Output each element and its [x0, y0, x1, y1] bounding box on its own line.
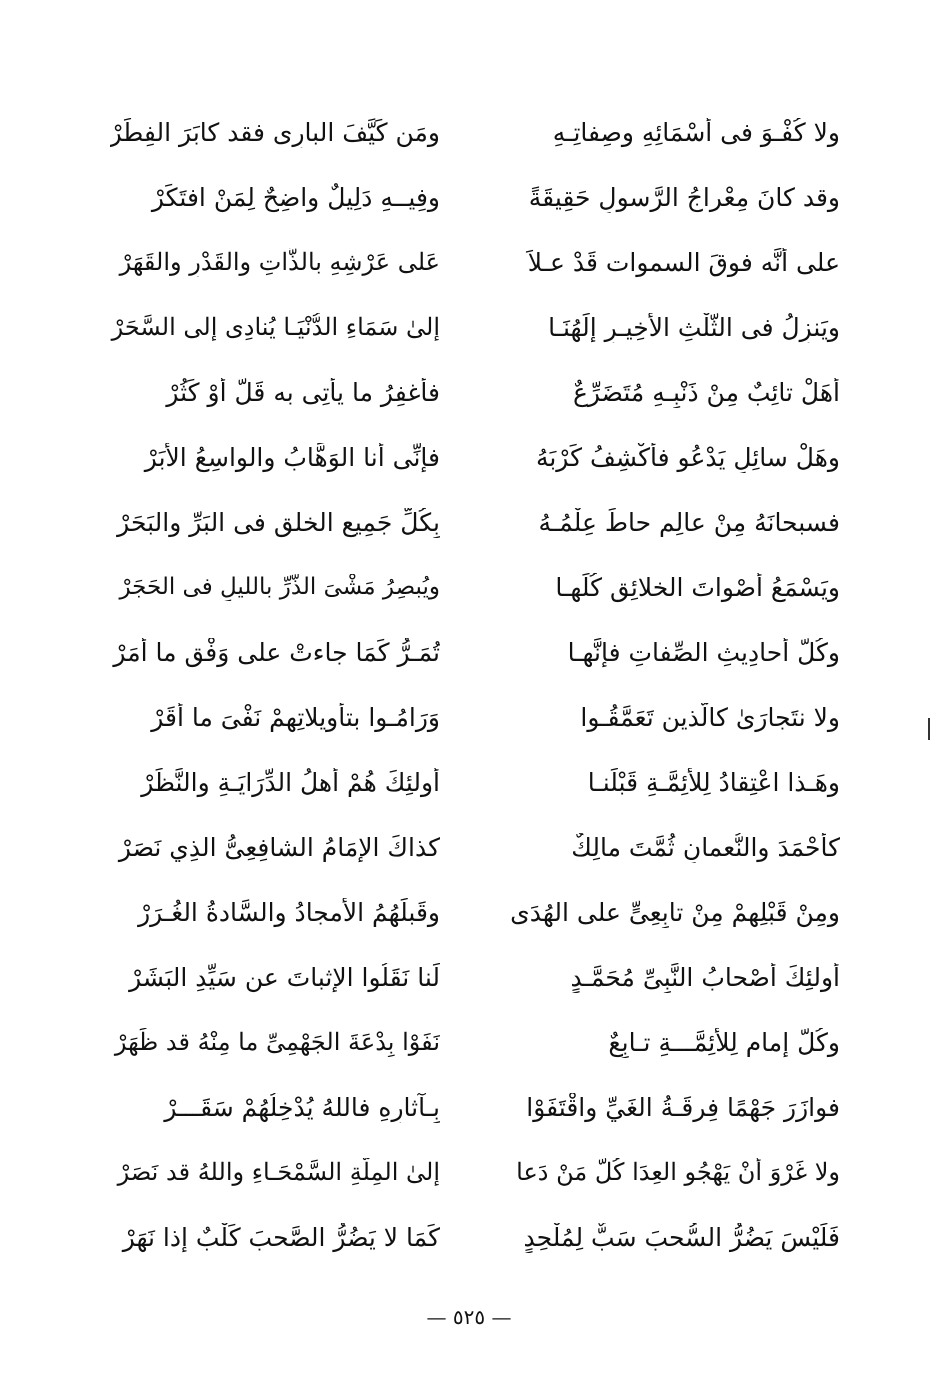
verse [110, 1205, 840, 1270]
verse [110, 490, 840, 555]
first-hemistich: ولا غَرْوَ أنْ يَهْجُو العِدَا كُلُّ مَنْ دَعا [516, 1158, 840, 1187]
second-hemistich: إلىٰ المِلَّةِ السَّمْحَـاءِ واللهُ قد نَصَرْ [117, 1158, 440, 1187]
first-hemistich: وقد كانَ مِعْراجُ الرَّسولِ حَقِيقَةً [528, 182, 840, 212]
verse [110, 295, 840, 360]
first-hemistich: فسبحانَهُ مِنْ عالِمٍ حاطَ عِلْمُـهُ [538, 507, 840, 537]
first-hemistich: فَلَيْسَ يَضُرُّ السُّحبَ سَبٌّ لِمُلْحِدٍ [523, 1222, 840, 1252]
second-hemistich: تُمَـرُّ كَمَا جاءتْ على وَفْقِ ما أمَرْ [113, 637, 440, 667]
second-hemistich: كذاكَ الإمَامُ الشافِعِىُّ الذِي نَصَرْ [118, 832, 440, 862]
verse [110, 620, 840, 685]
first-hemistich: ويَنزِلُ فى الثُّلْثِ الأخِيـرِ إلَهُنَـا [548, 312, 840, 342]
first-hemistich: فوازَرَ جَهْمًا فِرقَـةُ الغَيِّ واقْتَفَوْا [526, 1092, 840, 1122]
poem [110, 100, 840, 1270]
second-hemistich: أولئِكَ هُمْ أهلُ الدِّرَايَـةِ والنَّظَرْ [141, 767, 440, 797]
verse [110, 425, 840, 490]
verse [110, 1010, 840, 1075]
verse [110, 555, 840, 620]
verse [110, 230, 840, 295]
second-hemistich: ومَن كَيَّفَ البارِى فقد كابَرَ الفِطَرْ [110, 117, 440, 147]
first-hemistich: ولا كُفْـوَ فى أسْمَائِهِ وصِفاتِـهِ [552, 117, 840, 147]
second-hemistich: عَلى عَرْشِهِ بالذَّاتِ والقَدْرِ والقَهَرْ [119, 248, 440, 277]
second-hemistich: لَنا نَقَلُوا الإثباتَ عن سَيِّدِ البَشَرْ [129, 962, 440, 992]
first-hemistich: كأحْمَدَ والنُّعمانِ ثُمَّتَ مالِكٌ [571, 832, 840, 862]
second-hemistich: ويُبصِرُ مَشْىَ الذَّرِّ بالليلِ فى الحَجَرْ [119, 573, 440, 600]
verse [110, 880, 840, 945]
verse [110, 750, 840, 815]
verse [110, 1140, 840, 1205]
verse [110, 685, 840, 750]
verse [110, 945, 840, 1010]
first-hemistich: أهَلْ تائِبٌ مِنْ ذَنْبِـهِ مُتَضَرِّعٌ [572, 377, 840, 407]
scan-edge-mark [928, 718, 930, 740]
first-hemistich: وكُلُّ أحادِيثِ الصِّفاتِ فإنَّهـا [567, 637, 840, 667]
page-number: — ٥٢٥ — [426, 1305, 512, 1329]
verse [110, 360, 840, 425]
first-hemistich: وهَلْ سائِلٍ يَدْعُو فأكْشِفُ كَرْبَهُ [535, 442, 840, 472]
first-hemistich: وهَـذا اعْتِقادُ لِلأئِمَّـةِ قَبْلَنـا [587, 767, 840, 797]
second-hemistich: نَفَوْا بِدْعَةَ الجَهْمِىِّ ما مِنْهُ قد ظَهَرْ [114, 1028, 440, 1057]
second-hemistich: فأغفِرُ ما يأتِى به قَلَّ أوْ كَثُرْ [166, 377, 440, 407]
first-hemistich: وكُلُّ إمامٍ لِلأئِمَّـــةِ تـابِعٌ [608, 1027, 840, 1057]
verse [110, 165, 840, 230]
verse [110, 815, 840, 880]
first-hemistich: ومِنْ قَبْلِهِمْ مِنْ تابِعِىٍّ على الهُدَى [510, 897, 840, 927]
second-hemistich: كَمَا لا يَضُرُّ الصَّحبَ كَلْبٌ إذا نَهَرْ [122, 1222, 440, 1252]
first-hemistich: على أنَّه فوقَ السموات قَدْ عـلاَ [527, 247, 840, 277]
second-hemistich: إلىٰ سَمَاءِ الدُّنْيَـا يُنادِى إلى السَّحَرْ [111, 313, 440, 342]
second-hemistich: بِـآثارِهِ فاللهُ يُدْخِلُهُمْ سَقَـــرْ [164, 1092, 440, 1122]
second-hemistich: فإنِّى أنا الوَهَّابُ والواسِعُ الأبَرْ [144, 442, 440, 472]
first-hemistich: ويَسْمَعُ أصْواتَ الخلائِقِ كُلِّهـا [555, 572, 840, 602]
first-hemistich: أولئِكَ أصْحابُ النَّبِىِّ مُحَمَّـدٍ [570, 962, 840, 992]
second-hemistich: وقَبلَهُمُ الأمجادُ والسَّادةُ الغُـرَرْ [138, 897, 440, 927]
second-hemistich: بِكُلِّ جَمِيعِ الخلقِ فى البَرِّ والبَحَرْ [117, 507, 440, 537]
first-hemistich: ولا نتَجارَىٰ كالَّذين تَعَمَّقُـوا [580, 702, 840, 732]
verse [110, 1075, 840, 1140]
second-hemistich: وَرَامُـوا بتأويلاتِهِمْ نَفْىَ ما أقَرْ [151, 702, 440, 732]
verse [110, 100, 840, 165]
second-hemistich: وفِيــهِ دَلِيلٌ واضِحٌ لِمَنْ افتَكَرْ [151, 182, 440, 212]
